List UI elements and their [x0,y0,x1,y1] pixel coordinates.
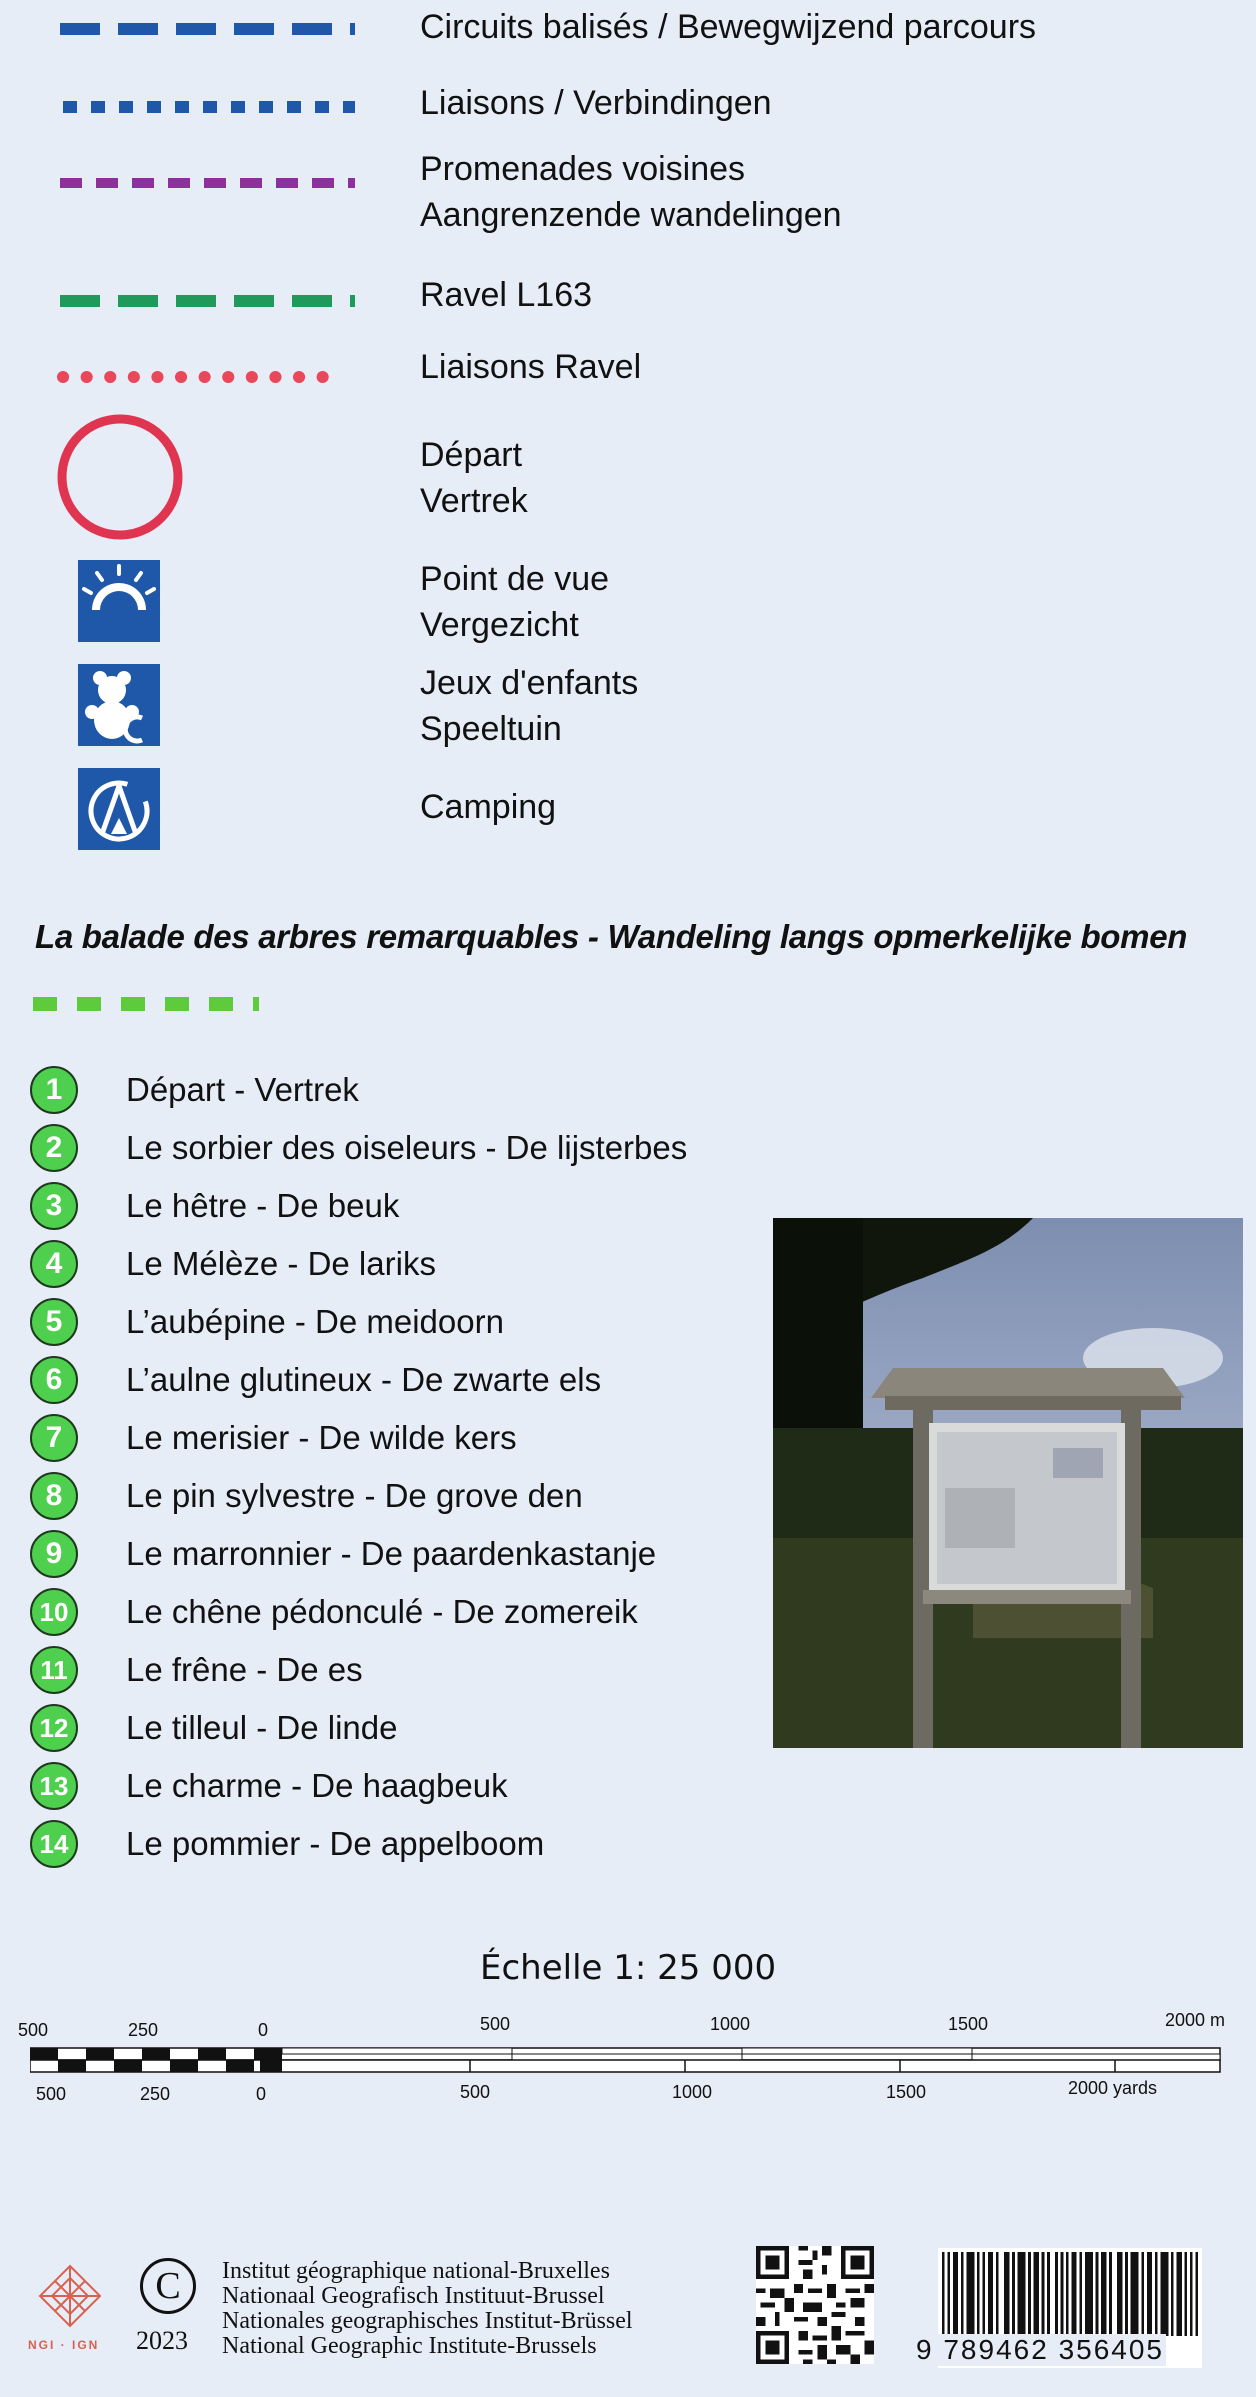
barcode-icon [942,2252,1198,2336]
list-item-label: L’aulne glutineux - De zwarte els [126,1361,602,1398]
list-item [30,1236,436,1292]
institute-name-de: Nationales geographisches Institut-Brüssel [222,2308,633,2334]
legend-ravel-label: Ravel L163 [420,276,593,314]
list-item [30,1758,508,1814]
list-item [30,1526,657,1582]
list-item-label: Le frêne - De es [126,1651,363,1688]
list-item-label: Le pommier - De appelboom [126,1825,545,1862]
scale-bar-graphic [30,2044,1230,2076]
scale-yard-label: 500 [36,2084,67,2104]
legend-liaison-line [55,92,355,122]
legend-viewpoint-label-nl: Vergezicht [420,606,579,644]
list-item [30,1120,688,1176]
legend-depart-label-nl: Vertrek [420,482,528,520]
list-item-label: Le pin sylvestre - De grove den [126,1477,583,1514]
list-item [30,1178,400,1234]
number-badge: 6 [30,1356,78,1404]
legend-playground-label-nl: Speeltuin [420,710,562,748]
number-badge: 4 [30,1240,78,1288]
green-walk-line [33,994,263,1014]
legend-playground-label-fr: Jeux d'enfants [420,664,639,702]
list-item [30,1294,504,1350]
legend-voisines-line [55,168,355,198]
list-item-label: Le charme - De haagbeuk [126,1767,508,1804]
list-item-label: Le merisier - De wilde kers [126,1419,517,1456]
ngi-logo-icon [30,2262,110,2332]
scale-yard-label: 250 [140,2084,171,2104]
scale-yard-label: 1500 [886,2082,927,2102]
list-item-label: Le chêne pédonculé - De zomereik [126,1593,638,1630]
legend-depart-label-fr: Départ [420,436,523,474]
scale-yard-label: 0 [256,2084,267,2104]
number-badge: 7 [30,1414,78,1462]
list-item [30,1584,638,1640]
legend-ravel-line [55,286,355,316]
qr-code-icon [756,2246,874,2364]
scale-yard-label: 2000 yards [1068,2078,1158,2098]
list-item-label: Le Mélèze - De lariks [126,1245,436,1282]
scale-meter-label: 1000 [710,2014,751,2034]
list-item-label: Départ - Vertrek [126,1071,359,1108]
scale-meter-label: 1500 [948,2014,989,2034]
scale-meter-label: 250 [128,2020,159,2040]
camping-icon [78,768,160,850]
start-circle-icon [55,412,185,542]
scale-meter-label: 0 [258,2020,269,2040]
legend-ravel-liaison-label: Liaisons Ravel [420,348,642,386]
copyright-icon: C [140,2258,196,2314]
teddy-bear-icon [78,664,160,746]
scale-yard-label: 1000 [672,2082,713,2102]
list-item [30,1062,359,1118]
institute-name-fr: Institut géographique national-Bruxelles [222,2258,610,2284]
number-badge: 12 [30,1704,78,1752]
list-item [30,1700,398,1756]
list-item-label: Le marronnier - De paardenkastanje [126,1535,657,1572]
number-badge: 2 [30,1124,78,1172]
scale-title: Échelle 1: 25 000 [480,1948,777,1988]
legend-circuit-label: Circuits balisés / Bewegwijzend parcours [420,8,1037,46]
walk-title: La balade des arbres remarquables - Wandeling langs opmerkelijke bomen [35,918,1188,955]
legend-voisines-label-fr: Promenades voisines [420,150,746,188]
scale-meter-label: 500 [18,2020,49,2040]
number-badge: 3 [30,1182,78,1230]
list-item [30,1642,363,1698]
number-badge: 9 [30,1530,78,1578]
scale-meter-label: 500 [480,2014,511,2034]
number-badge: 13 [30,1762,78,1810]
scale-meter-label: 2000 m [1165,2010,1226,2030]
number-badge: 8 [30,1472,78,1520]
copyright-year: 2023 [136,2326,188,2355]
institute-name-en: National Geographic Institute-Brussels [222,2333,597,2359]
list-item [30,1468,583,1524]
legend-circuit-line [55,14,355,44]
ngi-logo-text: NGI · IGN [28,2338,100,2352]
list-item [30,1352,602,1408]
number-badge: 1 [30,1066,78,1114]
isbn-number: 9 789462 356405 [916,2334,1164,2365]
number-badge: 10 [30,1588,78,1636]
legend-voisines-label-nl: Aangrenzende wandelingen [420,196,842,234]
list-item-label: Le sorbier des oiseleurs - De lijsterbes [126,1129,688,1166]
list-item-label: Le tilleul - De linde [126,1709,398,1746]
list-item-label: Le hêtre - De beuk [126,1187,400,1224]
info-board-photo [773,1218,1243,1748]
legend-liaison-label: Liaisons / Verbindingen [420,84,772,122]
list-item-label: L’aubépine - De meidoorn [126,1303,504,1340]
scale-yard-label: 500 [460,2082,491,2102]
institute-name-nl: Nationaal Geografisch Instituut-Brussel [222,2283,605,2309]
number-badge: 11 [30,1646,78,1694]
list-item [30,1816,545,1872]
viewpoint-icon [78,560,160,642]
legend-ravel-liaison-line [55,362,355,392]
number-badge: 5 [30,1298,78,1346]
legend-camping-label: Camping [420,788,557,826]
legend-viewpoint-label-fr: Point de vue [420,560,610,598]
list-item [30,1410,517,1466]
number-badge: 14 [30,1820,78,1868]
